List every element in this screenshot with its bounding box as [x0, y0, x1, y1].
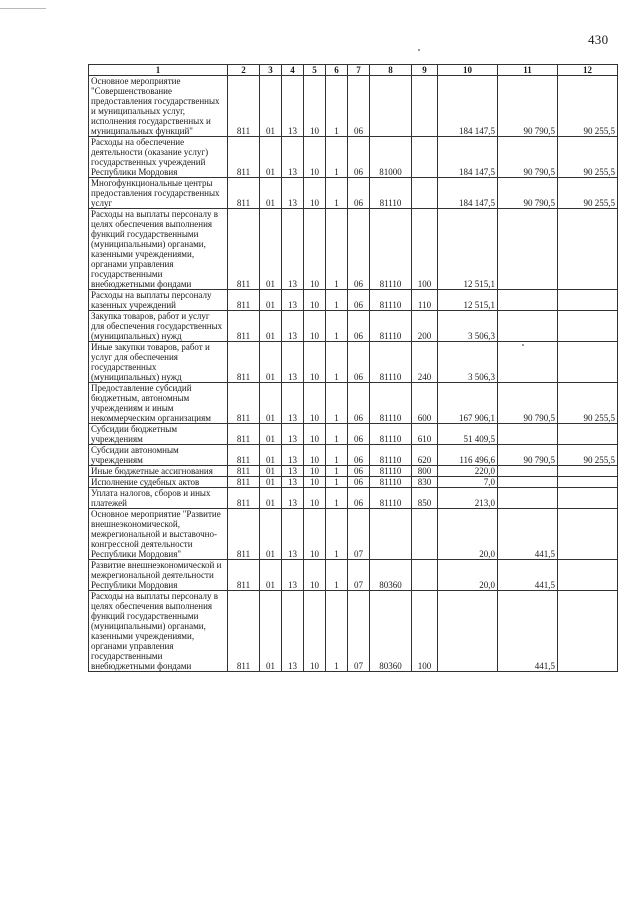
section-code: 01 [260, 445, 282, 466]
admin-code: 811 [228, 383, 260, 424]
amount-year-1: 12 515,1 [438, 209, 498, 290]
subprogram-code: 1 [326, 560, 348, 591]
amount-year-2 [498, 311, 558, 342]
amount-year-3 [558, 488, 618, 509]
section-code: 01 [260, 290, 282, 311]
column-header: 4 [282, 65, 304, 76]
admin-code: 811 [228, 290, 260, 311]
subprogram-code: 1 [326, 488, 348, 509]
amount-year-2: 90 790,5 [498, 445, 558, 466]
amount-year-3: 90 255,5 [558, 76, 618, 137]
subsection-code: 13 [282, 342, 304, 383]
amount-year-3 [558, 466, 618, 477]
scan-edge-mark [0, 8, 46, 9]
section-code: 01 [260, 488, 282, 509]
expense-direction-code: 81110 [370, 488, 412, 509]
column-header: 10 [438, 65, 498, 76]
column-header: 8 [370, 65, 412, 76]
expense-direction-code: 81110 [370, 342, 412, 383]
amount-year-1: 184 147,5 [438, 76, 498, 137]
admin-code: 811 [228, 424, 260, 445]
subprogram-code: 1 [326, 209, 348, 290]
amount-year-1: 20,0 [438, 509, 498, 560]
program-code: 10 [304, 488, 326, 509]
amount-year-1: 213,0 [438, 488, 498, 509]
section-code: 01 [260, 76, 282, 137]
subsection-code: 13 [282, 290, 304, 311]
line-item-name: Иные бюджетные ассигнования [89, 466, 228, 477]
line-item-name: Иные закупки товаров, работ и услуг для обеспечения государственных (муниципальных) нужд [89, 342, 228, 383]
expense-direction-code [370, 509, 412, 560]
subprogram-code: 1 [326, 509, 348, 560]
section-code: 01 [260, 466, 282, 477]
amount-year-3 [558, 424, 618, 445]
amount-year-1: 184 147,5 [438, 178, 498, 209]
amount-year-2 [498, 209, 558, 290]
expense-type-code [412, 76, 438, 137]
line-item-name: Предоставление субсидий бюджетным, автономным учреждениям и иным некоммерческим организациям [89, 383, 228, 424]
program-code: 10 [304, 311, 326, 342]
subsection-code: 13 [282, 488, 304, 509]
activity-code: 06 [348, 137, 370, 178]
expense-type-code: 100 [412, 209, 438, 290]
table-row [89, 509, 618, 560]
amount-year-1: 184 147,5 [438, 137, 498, 178]
subsection-code: 13 [282, 466, 304, 477]
subsection-code: 13 [282, 445, 304, 466]
subsection-code: 13 [282, 591, 304, 672]
amount-year-3 [558, 311, 618, 342]
amount-year-2: 441,5 [498, 509, 558, 560]
line-item-name: Основное мероприятие "Совершенствование предоставления государственных и муниципальных услуг, исполнения государственных и муниципальных функций" [89, 76, 228, 137]
page-number: 430 [588, 32, 609, 47]
subprogram-code: 1 [326, 137, 348, 178]
amount-year-2 [498, 290, 558, 311]
section-code: 01 [260, 178, 282, 209]
section-code: 01 [260, 424, 282, 445]
expense-type-code: 240 [412, 342, 438, 383]
amount-year-3 [558, 477, 618, 488]
expense-direction-code: 81000 [370, 137, 412, 178]
admin-code: 811 [228, 311, 260, 342]
expense-type-code [412, 560, 438, 591]
section-code: 01 [260, 477, 282, 488]
amount-year-1: 167 906,1 [438, 383, 498, 424]
amount-year-1: 3 506,3 [438, 311, 498, 342]
line-item-name: Развитие внешнеэкономической и межрегиональной деятельности Республики Мордовия [89, 560, 228, 591]
activity-code: 06 [348, 209, 370, 290]
column-header: 9 [412, 65, 438, 76]
line-item-name: Субсидии бюджетным учреждениям [89, 424, 228, 445]
admin-code: 811 [228, 591, 260, 672]
program-code: 10 [304, 509, 326, 560]
table-row [89, 488, 618, 509]
subsection-code: 13 [282, 178, 304, 209]
subprogram-code: 1 [326, 477, 348, 488]
amount-year-3: 90 255,5 [558, 178, 618, 209]
expense-direction-code: 81110 [370, 445, 412, 466]
program-code: 10 [304, 445, 326, 466]
expense-type-code: 100 [412, 591, 438, 672]
activity-code: 07 [348, 591, 370, 672]
amount-year-1: 116 496,6 [438, 445, 498, 466]
activity-code: 06 [348, 466, 370, 477]
expense-type-code: 610 [412, 424, 438, 445]
section-code: 01 [260, 591, 282, 672]
program-code: 10 [304, 466, 326, 477]
section-code: 01 [260, 383, 282, 424]
expense-direction-code: 81110 [370, 466, 412, 477]
amount-year-1: 20,0 [438, 560, 498, 591]
amount-year-1: 12 515,1 [438, 290, 498, 311]
line-item-name: Расходы на обеспечение деятельности (оказание услуг) государственных учреждений Республики Мордовия [89, 137, 228, 178]
section-code: 01 [260, 137, 282, 178]
program-code: 10 [304, 477, 326, 488]
program-code: 10 [304, 209, 326, 290]
column-header: 7 [348, 65, 370, 76]
activity-code: 06 [348, 383, 370, 424]
expense-direction-code: 81110 [370, 424, 412, 445]
admin-code: 811 [228, 137, 260, 178]
expense-type-code: 110 [412, 290, 438, 311]
expense-direction-code [370, 76, 412, 137]
activity-code: 06 [348, 178, 370, 209]
section-code: 01 [260, 509, 282, 560]
subsection-code: 13 [282, 424, 304, 445]
amount-year-2 [498, 488, 558, 509]
admin-code: 811 [228, 509, 260, 560]
activity-code: 06 [348, 445, 370, 466]
activity-code: 07 [348, 509, 370, 560]
expense-direction-code: 81110 [370, 209, 412, 290]
expense-direction-code: 81110 [370, 178, 412, 209]
table-row [89, 383, 618, 424]
amount-year-2: 90 790,5 [498, 383, 558, 424]
program-code: 10 [304, 560, 326, 591]
subprogram-code: 1 [326, 311, 348, 342]
activity-code: 07 [348, 560, 370, 591]
subsection-code: 13 [282, 137, 304, 178]
line-item-name: Расходы на выплаты персоналу в целях обеспечения выполнения функций государственными (муниципальными) органами, казенными учреждениями, органами управления государственными внебюджетными фондами [89, 209, 228, 290]
amount-year-3 [558, 591, 618, 672]
table-row [89, 76, 618, 137]
expense-type-code: 800 [412, 466, 438, 477]
amount-year-2: 441,5 [498, 560, 558, 591]
line-item-name: Основное мероприятие "Развитие внешнеэкономической, межрегиональной и выставочно-конгрессной деятельности Республики Мордовия" [89, 509, 228, 560]
expense-type-code: 620 [412, 445, 438, 466]
expense-type-code: 850 [412, 488, 438, 509]
activity-code: 06 [348, 76, 370, 137]
expense-type-code: 200 [412, 311, 438, 342]
subprogram-code: 1 [326, 342, 348, 383]
program-code: 10 [304, 424, 326, 445]
column-header: 2 [228, 65, 260, 76]
amount-year-2 [498, 424, 558, 445]
activity-code: 06 [348, 290, 370, 311]
activity-code: 06 [348, 477, 370, 488]
subprogram-code: 1 [326, 445, 348, 466]
amount-year-2 [498, 466, 558, 477]
expense-direction-code: 81110 [370, 477, 412, 488]
column-header: 5 [304, 65, 326, 76]
section-code: 01 [260, 560, 282, 591]
admin-code: 811 [228, 488, 260, 509]
table-row [89, 311, 618, 342]
admin-code: 811 [228, 477, 260, 488]
section-code: 01 [260, 342, 282, 383]
line-item-name: Многофункциональные центры предоставления государственных услуг [89, 178, 228, 209]
amount-year-2: 90 790,5 [498, 178, 558, 209]
amount-year-3: 90 255,5 [558, 383, 618, 424]
amount-year-3 [558, 342, 618, 383]
subprogram-code: 1 [326, 424, 348, 445]
program-code: 10 [304, 342, 326, 383]
program-code: 10 [304, 591, 326, 672]
column-header: 11 [498, 65, 558, 76]
expense-type-code: 830 [412, 477, 438, 488]
table-row [89, 591, 618, 672]
table-row [89, 445, 618, 466]
subprogram-code: 1 [326, 76, 348, 137]
admin-code: 811 [228, 76, 260, 137]
line-item-name: Уплата налогов, сборов и иных платежей [89, 488, 228, 509]
table-row [89, 466, 618, 477]
program-code: 10 [304, 383, 326, 424]
program-code: 10 [304, 137, 326, 178]
subprogram-code: 1 [326, 290, 348, 311]
line-item-name: Субсидии автономным учреждениям [89, 445, 228, 466]
subsection-code: 13 [282, 209, 304, 290]
table-row [89, 477, 618, 488]
subsection-code: 13 [282, 383, 304, 424]
expense-type-code [412, 509, 438, 560]
amount-year-2 [498, 342, 558, 383]
admin-code: 811 [228, 342, 260, 383]
program-code: 10 [304, 290, 326, 311]
column-header: 3 [260, 65, 282, 76]
amount-year-2 [498, 477, 558, 488]
subsection-code: 13 [282, 76, 304, 137]
amount-year-3: 90 255,5 [558, 445, 618, 466]
section-code: 01 [260, 209, 282, 290]
program-code: 10 [304, 76, 326, 137]
column-header: 12 [558, 65, 618, 76]
table-row [89, 424, 618, 445]
expense-direction-code: 80360 [370, 591, 412, 672]
amount-year-3 [558, 560, 618, 591]
column-header: 1 [89, 65, 228, 76]
amount-year-3: 90 255,5 [558, 137, 618, 178]
program-code: 10 [304, 178, 326, 209]
admin-code: 811 [228, 178, 260, 209]
subsection-code: 13 [282, 509, 304, 560]
line-item-name: Расходы на выплаты персоналу в целях обеспечения выполнения функций государственными (муниципальными) органами, казенными учреждениями, органами управления государственными внебюджетными фондами [89, 591, 228, 672]
amount-year-2: 441,5 [498, 591, 558, 672]
amount-year-1: 7,0 [438, 477, 498, 488]
admin-code: 811 [228, 466, 260, 477]
table-row [89, 290, 618, 311]
amount-year-3 [558, 209, 618, 290]
line-item-name: Исполнение судебных актов [89, 477, 228, 488]
table-row [89, 137, 618, 178]
table-row [89, 178, 618, 209]
line-item-name: Закупка товаров, работ и услуг для обеспечения государственных (муниципальных) нужд [89, 311, 228, 342]
table-row [89, 342, 618, 383]
subprogram-code: 1 [326, 383, 348, 424]
activity-code: 06 [348, 342, 370, 383]
column-header: 6 [326, 65, 348, 76]
admin-code: 811 [228, 209, 260, 290]
expense-type-code [412, 137, 438, 178]
activity-code: 06 [348, 311, 370, 342]
admin-code: 811 [228, 560, 260, 591]
section-code: 01 [260, 311, 282, 342]
subsection-code: 13 [282, 560, 304, 591]
amount-year-3 [558, 509, 618, 560]
line-item-name: Расходы на выплаты персоналу казенных учреждений [89, 290, 228, 311]
subprogram-code: 1 [326, 466, 348, 477]
expense-type-code: 600 [412, 383, 438, 424]
expense-direction-code: 81110 [370, 311, 412, 342]
subprogram-code: 1 [326, 591, 348, 672]
budget-table [88, 64, 618, 672]
table-row [89, 560, 618, 591]
subsection-code: 13 [282, 311, 304, 342]
amount-year-1: 220,0 [438, 466, 498, 477]
expense-direction-code: 81110 [370, 383, 412, 424]
table-body [89, 76, 618, 672]
scan-speck [418, 49, 420, 51]
subprogram-code: 1 [326, 178, 348, 209]
expense-direction-code: 81110 [370, 290, 412, 311]
amount-year-1 [438, 591, 498, 672]
subsection-code: 13 [282, 477, 304, 488]
amount-year-1: 51 409,5 [438, 424, 498, 445]
admin-code: 811 [228, 445, 260, 466]
amount-year-1: 3 506,3 [438, 342, 498, 383]
amount-year-3 [558, 290, 618, 311]
expense-direction-code: 80360 [370, 560, 412, 591]
expense-type-code [412, 178, 438, 209]
amount-year-2: 90 790,5 [498, 137, 558, 178]
amount-year-2: 90 790,5 [498, 76, 558, 137]
activity-code: 06 [348, 488, 370, 509]
table-row [89, 209, 618, 290]
activity-code: 06 [348, 424, 370, 445]
table-header-row [89, 65, 618, 76]
